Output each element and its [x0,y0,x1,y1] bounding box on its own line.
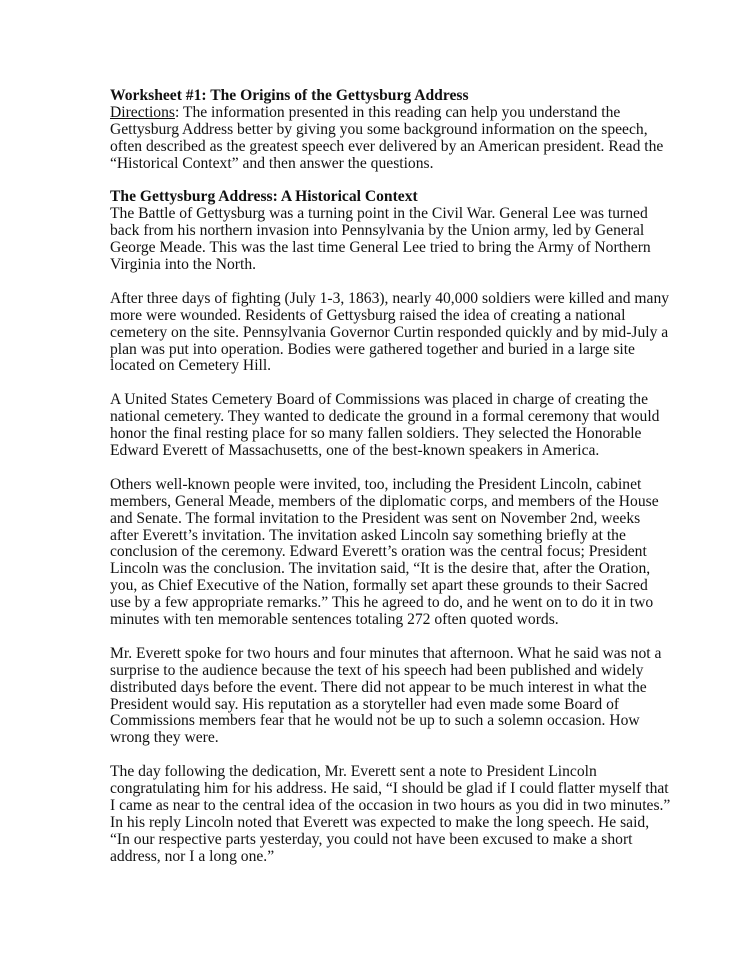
paragraph-line: distributed days before the event. There did not appear to be much interest in what the [110,678,647,696]
paragraph-invitation [110,477,710,629]
paragraph-line: George Meade. This was the last time General Lee tried to bring the Army of Northern [110,239,651,257]
paragraph-line: Commissions members fear that he would not be up to such a solemn occasion. How [110,712,640,730]
paragraph-line: cemetery on the site. Pennsylvania Governor Curtin responded quickly and by mid-July a [110,323,669,341]
paragraph-line: Lincoln was the conclusion. The invitation said, “It is the desire that, after the Oration, [110,560,651,578]
directions-text-line: often described as the greatest speech ever delivered by an American president. Read the [110,137,664,155]
paragraph-line: members, General Meade, members of the diplomatic corps, and members of the House [110,492,659,510]
paragraph-following-day [110,764,710,865]
paragraph-line: you, as Chief Executive of the Nation, formally set apart these grounds to their Sacred [110,577,648,595]
paragraph-line: after Everett’s invitation. The invitation asked Lincoln say something briefly at the [110,526,626,544]
paragraph-line: wrong they were. [110,729,219,747]
paragraph-line: Virginia into the North. [110,256,257,274]
directions-block [110,105,710,173]
paragraph-line: “In our respective parts yesterday, you could not have been excused to make a short [110,830,633,848]
paragraph-line: Edward Everett of Massachusetts, one of the best-known speakers in America. [110,441,600,459]
paragraph-line: conclusion of the ceremony. Edward Everett’s oration was the central focus; President [110,543,647,561]
paragraph-line: surprise to the audience because the text of his speech had been published and widely [110,661,644,679]
paragraph-line: minutes with ten memorable sentences totaling 272 often quoted words. [110,611,559,629]
paragraph-line: address, nor I a long one.” [110,847,275,865]
paragraph-line: A United States Cemetery Board of Commissions was placed in charge of creating the [110,391,648,409]
paragraph-aftermath [110,291,710,376]
paragraph-line: The Battle of Gettysburg was a turning point in the Civil War. General Lee was turned [110,205,648,223]
spacer [110,747,710,764]
section-title: The Gettysburg Address: A Historical Context [110,188,418,206]
paragraph-line: I came as near to the central idea of the occasion in two hours as you did in two minutes.” [110,796,671,814]
worksheet-page [110,88,710,866]
directions-text-line: Gettysburg Address better by giving you some background information on the speech, [110,120,648,138]
paragraph-line: use by a few appropriate remarks.” This he agreed to do, and he went on to do it in two [110,594,654,612]
paragraph-line: After three days of fighting (July 1-3, 1863), nearly 40,000 soldiers were killed and many [110,289,670,307]
paragraph-line: more were wounded. Residents of Gettysburg raised the idea of creating a national [110,306,626,324]
paragraph-line: back from his northern invasion into Pennsylvania by the Union army, led by General [110,222,645,240]
spacer [110,173,710,190]
paragraph-line: President would say. His reputation as a storyteller had even made some Board of [110,695,620,713]
directions-text-line: “Historical Context” and then answer the questions. [110,154,434,172]
paragraph-line: national cemetery. They wanted to dedicate the ground in a formal ceremony that would [110,408,660,426]
paragraph-line: Others well-known people were invited, too, including the President Lincoln, cabinet [110,475,642,493]
paragraph-everett-speech [110,646,710,747]
paragraph-line: plan was put into operation. Bodies were gathered together and buried in a large site [110,340,635,358]
spacer [110,460,710,477]
paragraph-line: located on Cemetery Hill. [110,357,272,375]
directions-label: Directions [110,103,175,121]
paragraph-line: Mr. Everett spoke for two hours and four minutes that afternoon. What he said was not a [110,644,662,662]
paragraph-line: congratulating him for his address. He said, “I should be glad if I could flatter myself that [110,780,669,798]
paragraph-battle [110,206,710,274]
spacer [110,629,710,646]
paragraph-line: In his reply Lincoln noted that Everett was expected to make the long speech. He said, [110,813,650,831]
spacer [110,375,710,392]
paragraph-line: The day following the dedication, Mr. Everett sent a note to President Lincoln [110,763,597,781]
paragraph-line: and Senate. The formal invitation to the President was sent on November 2nd, weeks [110,509,641,527]
directions-text-line: : The information presented in this reading can help you understand the [174,103,621,121]
worksheet-title: Worksheet #1: The Origins of the Gettysburg Address [110,87,469,104]
paragraph-line: honor the final resting place for so many fallen soldiers. They selected the Honorable [110,425,642,443]
spacer [110,274,710,291]
paragraph-board [110,392,710,460]
